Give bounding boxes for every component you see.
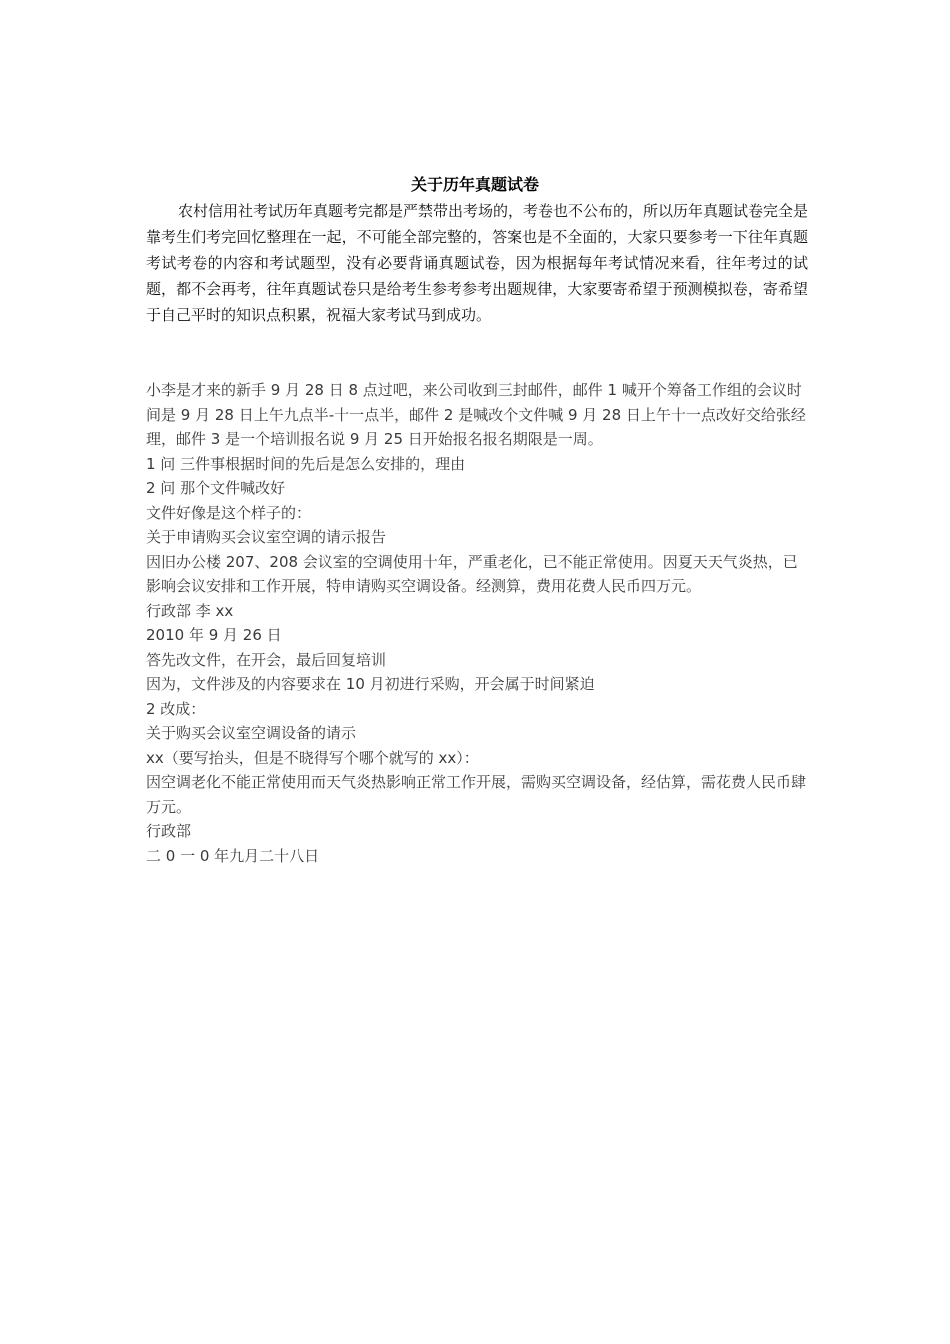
body-paragraph: 因为，文件涉及的内容要求在 10 月初进行采购，开会属于时间紧迫 [146,675,595,693]
body-paragraph: 2010 年 9 月 26 日 [146,626,282,644]
body-paragraph: 文件好像是这个样子的： [146,503,312,522]
body-paragraph: 2 问 那个文件喊改好 [146,479,286,497]
body-paragraph: 二 0 一 0 年九月二十八日 [146,846,320,865]
body-paragraph: xx（要写抬头，但是不晓得写个哪个就写的 xx）： [146,748,479,767]
body-paragraph: 小李是才来的新手 9 月 28 日 8 点过吧，来公司收到三封邮件，邮件 1 喊开个筹备工作组的会议时间是 9 月 28 日上午九点半-十一点半，邮件 2 是喊改个文件喊 9 月 28 日上午十一点改好交给张经理，邮件 3 是一个培训报名说 9 月 25 日开始报名报名期限是一周。 [146,381,806,448]
document-body [146,378,808,868]
body-paragraph: 答先改文件，在开会，最后回复培训 [146,650,387,669]
body-paragraph: 因旧办公楼 207、208 会议室的空调使用十年，严重老化，已不能正常使用。因夏天天气炎热，已影响会议安排和工作开展，特申请购买空调设备。经测算，费用花费人民币四万元。 [146,552,798,595]
body-paragraph: 因空调老化不能正常使用而天气炎热影响正常工作开展，需购买空调设备，经估算，需花费人民币肆万元。 [146,773,807,816]
body-paragraph: 关于购买会议室空调设备的请示 [146,724,357,742]
intro-paragraph: 农村信用社考试历年真题考完都是严禁带出考场的，考卷也不公布的，所以历年真题试卷完全是靠考生们考完回忆整理在一起，不可能全部完整的，答案也是不全面的，大家只要参考一下往年真题考试考卷的内容和考试题型，没有必要背诵真题试卷，因为根据每年考试情况来看，往年考过的试题，都不会再考，往年真题试卷只是给考生参考参考出题规律，大家要寄希望于预测模拟卷，寄希望于自己平时的知识点积累，祝福大家考试马到成功。 [146,202,809,324]
document-title: 关于历年真题试卷 [410,175,539,194]
body-paragraph: 行政部 李 xx [146,601,234,620]
body-paragraph: 行政部 [146,822,192,840]
body-paragraph: 关于申请购买会议室空调的请示报告 [146,528,387,546]
body-paragraph: 2 改成： [146,699,206,718]
body-paragraph: 1 问 三件事根据时间的先后是怎么安排的，理由 [146,454,466,473]
